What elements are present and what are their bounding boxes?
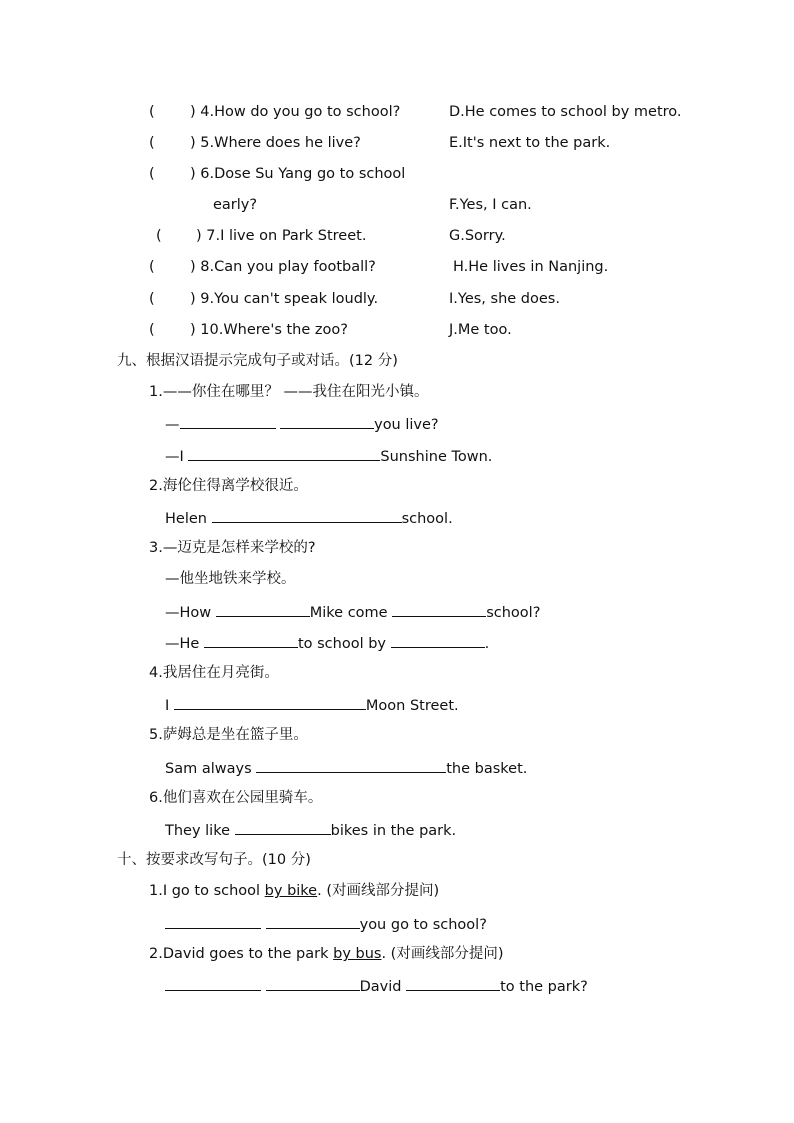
answer-blank[interactable] bbox=[180, 414, 276, 429]
paren: ( bbox=[149, 166, 155, 182]
q9-3-line-2: —He to school by . bbox=[165, 633, 489, 653]
paren: ( bbox=[149, 135, 155, 151]
answer-blank[interactable] bbox=[406, 976, 500, 991]
answer-j: J.Me too. bbox=[449, 322, 512, 338]
answer-blank[interactable] bbox=[235, 820, 331, 835]
answer-e: E.It's next to the park. bbox=[449, 135, 611, 151]
question-4: ) 4.How do you go to school? bbox=[190, 104, 401, 120]
paren: ( bbox=[149, 291, 155, 307]
question-10: ) 10.Where's the zoo? bbox=[190, 322, 348, 338]
q9-1-line-1: — you live? bbox=[165, 414, 439, 434]
section-10-heading: 十、按要求改写句子。(10 分) bbox=[117, 852, 311, 868]
q9-6-prompt: 6.他们喜欢在公园里骑车。 bbox=[149, 790, 323, 806]
paren: ( bbox=[149, 259, 155, 275]
q9-2-line: Helen school. bbox=[165, 508, 453, 528]
answer-h: H.He lives in Nanjing. bbox=[453, 259, 609, 275]
question-8: ) 8.Can you play football? bbox=[190, 259, 376, 275]
question-9: ) 9.You can't speak loudly. bbox=[190, 291, 379, 307]
question-6: ) 6.Dose Su Yang go to school bbox=[190, 166, 406, 182]
answer-blank[interactable] bbox=[266, 914, 360, 929]
answer-blank[interactable] bbox=[392, 602, 486, 617]
q10-2-answer-line: David to the park? bbox=[165, 976, 588, 996]
answer-i: I.Yes, she does. bbox=[449, 291, 560, 307]
q9-5-prompt: 5.萨姆总是坐在篮子里。 bbox=[149, 727, 308, 743]
answer-blank[interactable] bbox=[188, 446, 380, 461]
answer-blank[interactable] bbox=[174, 695, 366, 710]
underlined-phrase: by bike bbox=[264, 883, 318, 899]
answer-blank[interactable] bbox=[216, 602, 310, 617]
q9-3-line-1: —How Mike come school? bbox=[165, 602, 540, 622]
paren: ( bbox=[149, 104, 155, 120]
q9-2-prompt: 2.海伦住得离学校很近。 bbox=[149, 478, 308, 494]
answer-blank[interactable] bbox=[391, 633, 485, 648]
paren: ( bbox=[149, 322, 155, 338]
underlined-phrase: by bus bbox=[333, 946, 382, 962]
answer-g: G.Sorry. bbox=[449, 228, 506, 244]
answer-blank[interactable] bbox=[280, 414, 374, 429]
answer-blank[interactable] bbox=[165, 976, 261, 991]
answer-blank[interactable] bbox=[165, 914, 261, 929]
paren: ( bbox=[156, 228, 162, 244]
question-5: ) 5.Where does he live? bbox=[190, 135, 361, 151]
question-6-continued: early? bbox=[213, 197, 258, 213]
answer-blank[interactable] bbox=[204, 633, 298, 648]
q10-2-prompt: 2.David goes to the park by bus. (对画线部分提问) bbox=[149, 946, 504, 962]
question-7: ) 7.I live on Park Street. bbox=[196, 228, 367, 244]
q10-1-prompt: 1.I go to school by bike. (对画线部分提问) bbox=[149, 883, 440, 899]
q9-3-prompt: 3.—迈克是怎样来学校的? bbox=[149, 540, 316, 556]
q9-4-prompt: 4.我居住在月亮街。 bbox=[149, 665, 279, 681]
q9-5-line: Sam always the basket. bbox=[165, 758, 527, 778]
answer-blank[interactable] bbox=[266, 976, 360, 991]
q9-6-line: They like bikes in the park. bbox=[165, 820, 456, 840]
q9-3-sub: —他坐地铁来学校。 bbox=[165, 571, 296, 587]
q9-4-line: I Moon Street. bbox=[165, 695, 459, 715]
section-9-heading: 九、根据汉语提示完成句子或对话。(12 分) bbox=[117, 353, 398, 369]
q9-1-line-2: —I Sunshine Town. bbox=[165, 446, 492, 466]
answer-blank[interactable] bbox=[256, 758, 446, 773]
q9-1-prompt: 1.——你住在哪里？ ——我住在阳光小镇。 bbox=[149, 384, 429, 400]
answer-d: D.He comes to school by metro. bbox=[449, 104, 682, 120]
answer-blank[interactable] bbox=[212, 508, 402, 523]
q10-1-answer-line: you go to school? bbox=[165, 914, 487, 934]
answer-f: F.Yes, I can. bbox=[449, 197, 532, 213]
